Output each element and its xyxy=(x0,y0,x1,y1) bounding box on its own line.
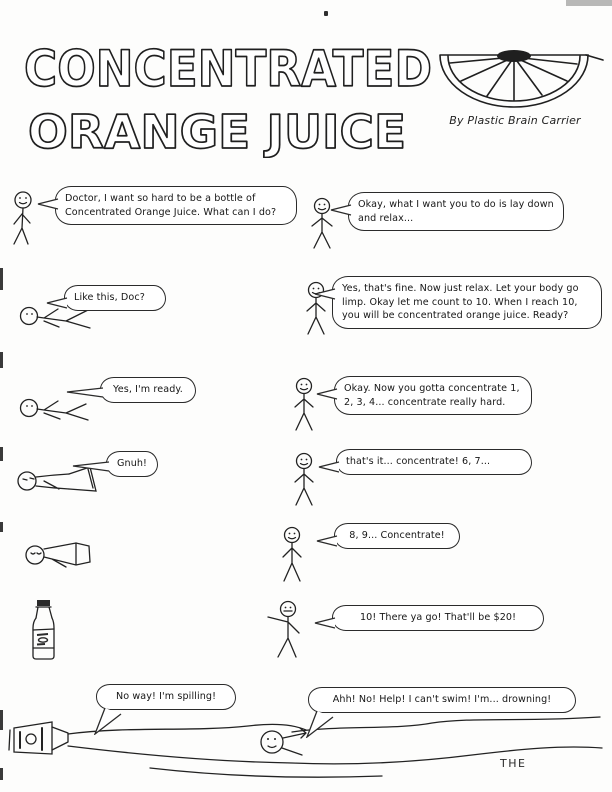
speech-bubble xyxy=(334,376,532,415)
patient-bottle-lying-figure xyxy=(22,536,112,576)
speech-bubble xyxy=(332,276,602,329)
speech-bubble xyxy=(55,186,297,225)
spilled-bottle xyxy=(9,722,52,754)
speech-bubble xyxy=(64,285,166,311)
bubble-tail-icon xyxy=(313,287,336,301)
bubble-tail-icon xyxy=(65,385,104,399)
doctor-standing-figure xyxy=(276,526,312,584)
bubble-text: No way! I'm spilling! xyxy=(115,691,217,702)
speech-bubble xyxy=(336,449,532,475)
scan-artifact xyxy=(0,268,3,290)
bubble-text: Like this, Doc? xyxy=(74,292,145,303)
end-text: THE xyxy=(500,757,527,770)
doctor-standing-figure xyxy=(288,377,324,433)
title-line-2: ORANGE JUICE xyxy=(28,105,406,158)
bubble-text: Okay, what I want you to do is lay down and relax... xyxy=(358,199,554,224)
speech-bubble xyxy=(332,605,544,631)
orange-slice-icon xyxy=(436,46,604,110)
speech-bubble xyxy=(100,377,196,403)
scan-artifact xyxy=(0,522,3,532)
speech-bubble xyxy=(106,451,158,477)
slice-hub xyxy=(497,50,531,62)
bubble-text: 8, 9... Concentrate! xyxy=(349,530,445,541)
bubble-tail-icon xyxy=(315,534,338,548)
bubble-tail-icon xyxy=(329,203,352,217)
bubble-tail-icon xyxy=(315,387,338,401)
byline: By Plastic Brain Carrier xyxy=(449,114,581,127)
speech-bubble xyxy=(334,523,460,549)
bubble-text: that's it... concentrate! 6, 7... xyxy=(346,456,491,467)
bubble-text: Yes, that's fine. Now just relax. Let your body go limp. Okay let me count to 10. When I reach 10, you will be concentrated orange juice. Ready? xyxy=(342,283,579,322)
scan-artifact xyxy=(0,447,3,461)
bubble-text: Ahh! No! Help! I can't swim! I'm... drowning! xyxy=(332,694,552,705)
scan-artifact xyxy=(324,11,328,16)
bubble-tail-icon xyxy=(93,707,127,735)
title-line-1: CONCENTRATED xyxy=(24,40,432,98)
speech-bubble xyxy=(96,684,236,710)
bubble-text: 10! There ya go! That'll be $20! xyxy=(359,612,517,623)
bubble-tail-icon xyxy=(45,296,68,310)
doctor-pointing-figure xyxy=(266,600,308,662)
scan-artifact xyxy=(566,0,612,6)
bubble-text: Doctor, I want so hard to be a bottle of Concentrated Orange Juice. What can I do? xyxy=(65,193,277,218)
speech-bubble xyxy=(308,687,576,713)
bubble-tail-icon xyxy=(71,459,110,473)
scan-artifact xyxy=(0,352,3,368)
bubble-tail-icon xyxy=(36,197,59,211)
bubble-text: Okay. Now you gotta concentrate 1, 2, 3, 4... concentrate really hard. xyxy=(344,383,520,408)
juice-bottle-standing xyxy=(28,598,60,664)
bubble-text: Yes, I'm ready. xyxy=(113,384,183,395)
bubble-tail-icon xyxy=(313,616,336,630)
bubble-text: Gnuh! xyxy=(116,458,148,469)
bubble-tail-icon xyxy=(305,710,339,738)
page-title xyxy=(20,36,448,158)
speech-bubble xyxy=(348,192,564,231)
bubble-tail-icon xyxy=(317,460,340,474)
